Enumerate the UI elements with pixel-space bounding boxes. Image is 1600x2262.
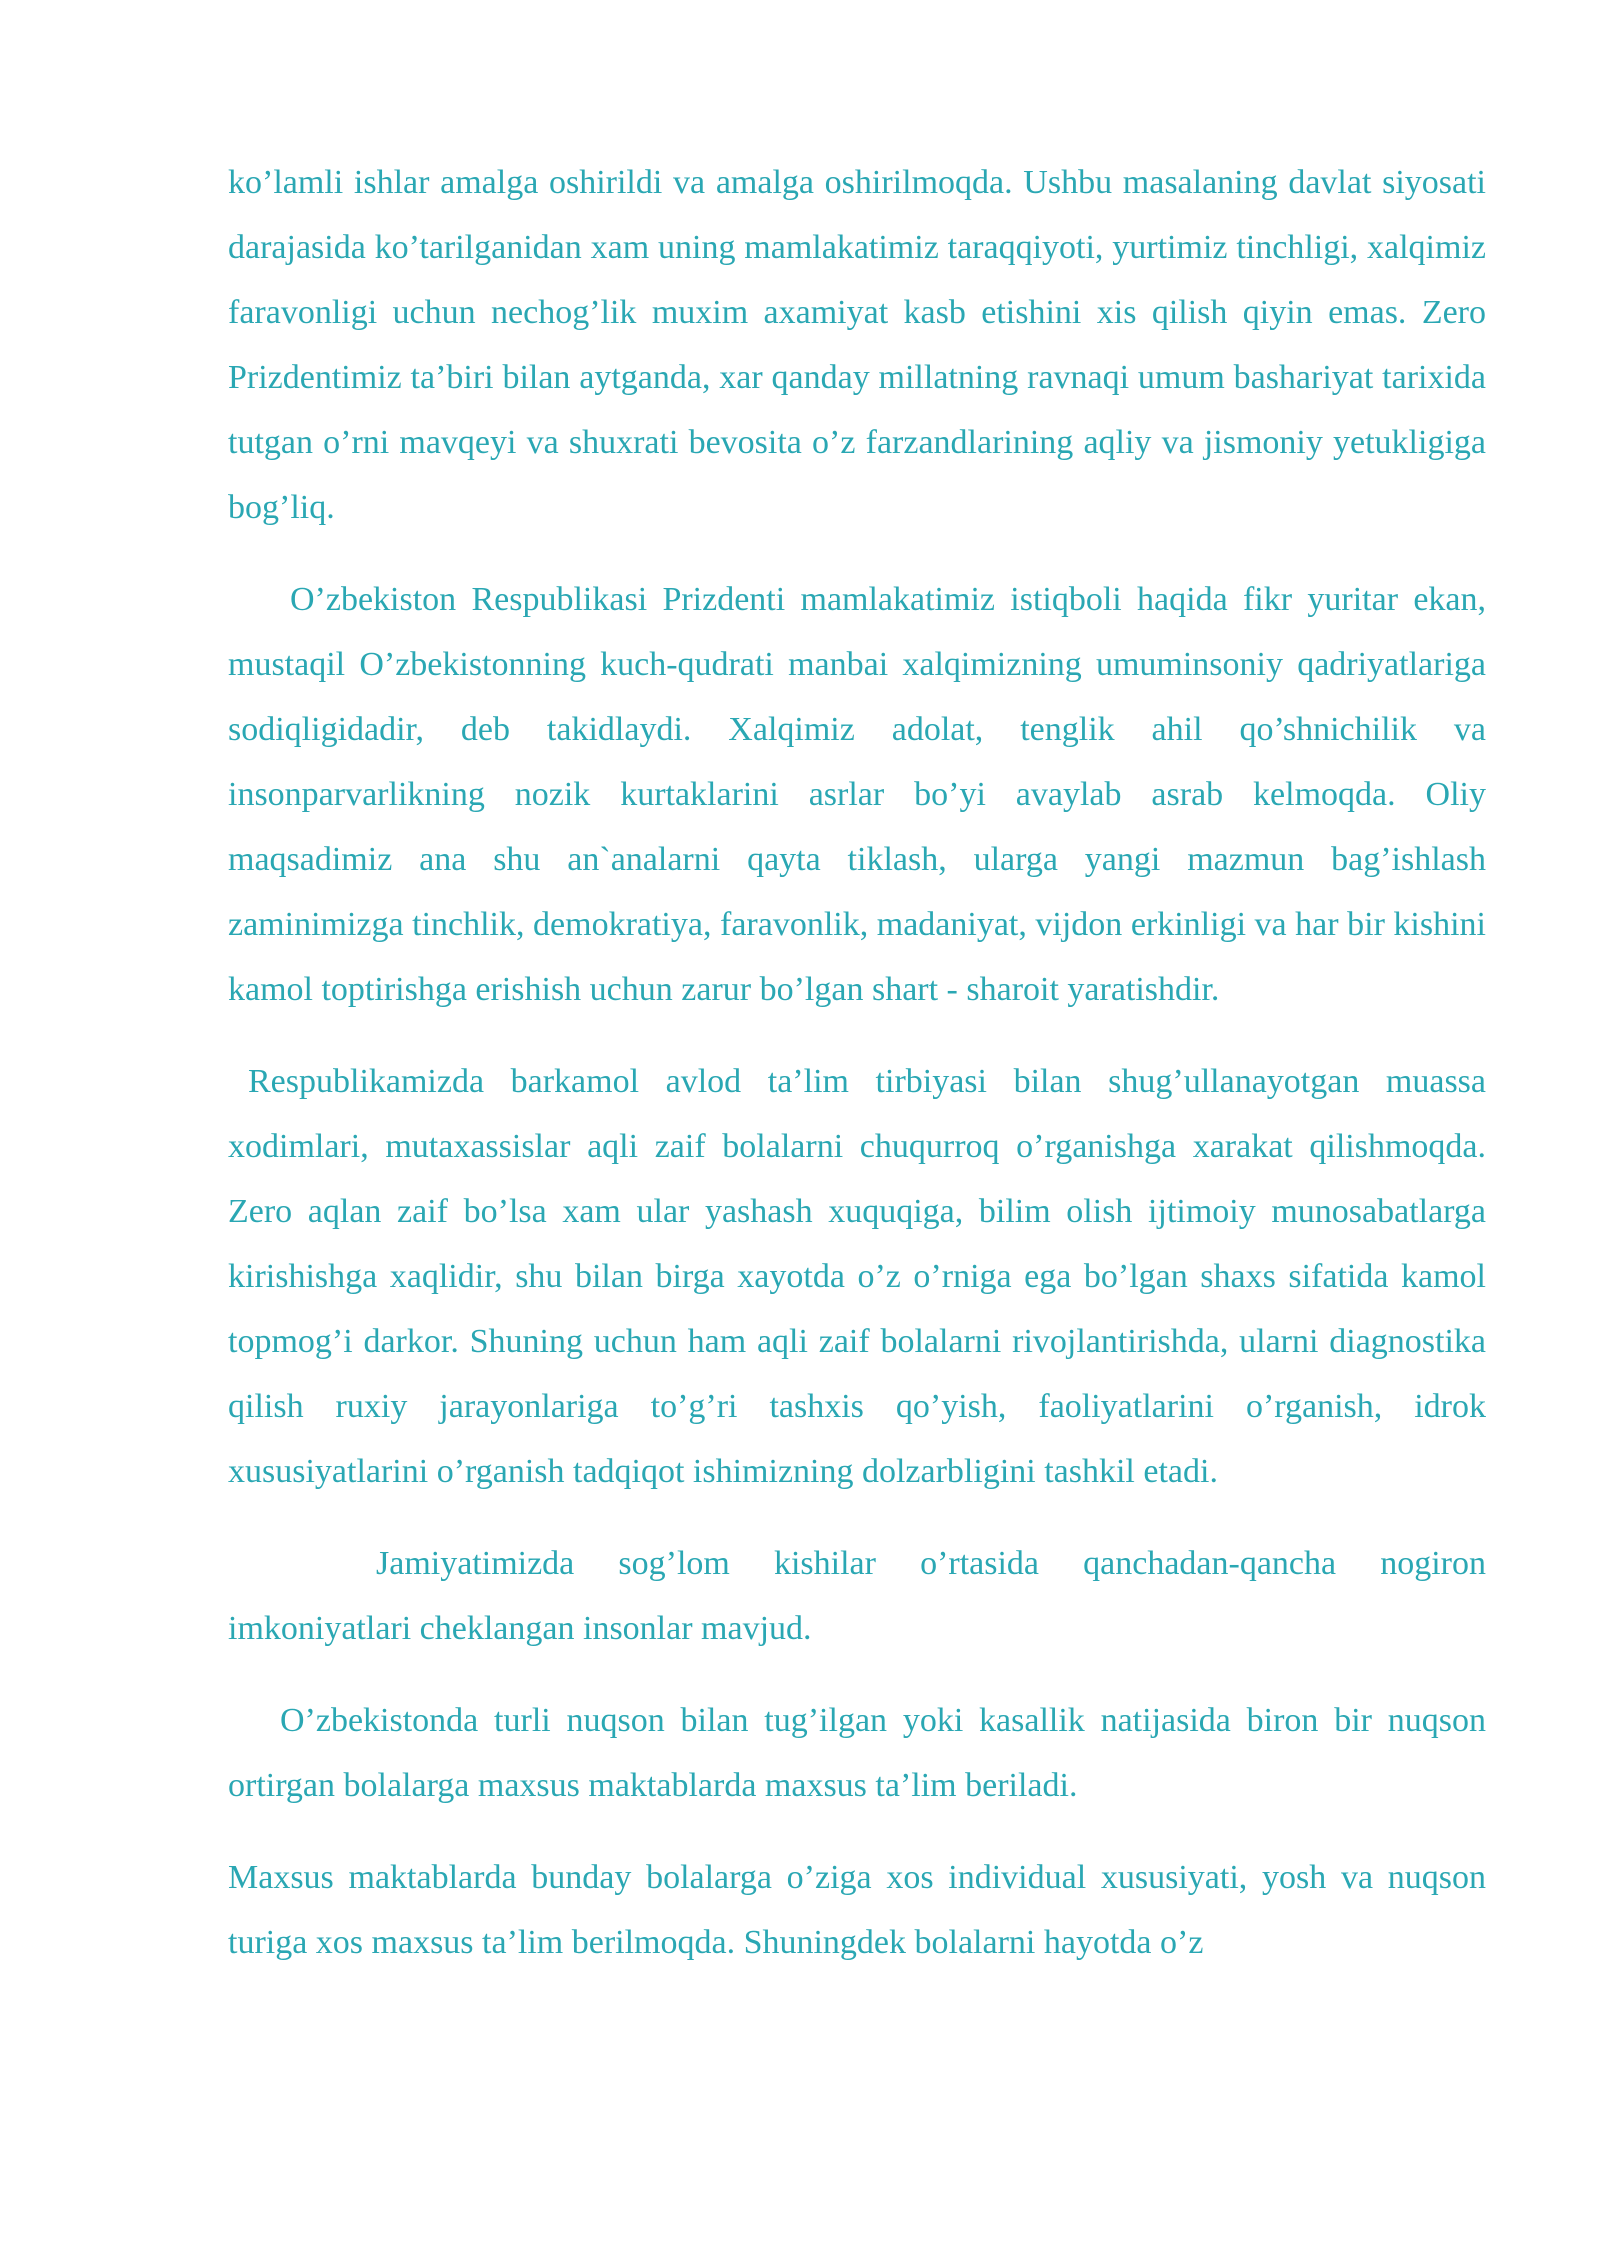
paragraph-5: O’zbekistonda turli nuqson bilan tug’ilgan yoki kasallik natijasida biron bir nuqson ortirgan bolalarga maxsus maktablarda maxsus ta’lim beriladi. [228, 1702, 1486, 1804]
paragraph-2: O’zbekiston Respublikasi Prizdenti mamlakatimiz istiqboli haqida fikr yuritar ekan, mustaqil O’zbekistonning kuch-qudrati manbai xalqimizning umuminsoniy qadriyatlariga sodiqligidadir, deb takidlaydi. Xalqimiz adolat, tenglik ahil qo’shnichilik va insonparvarlikning nozik kurtaklarini asrlar bo’yi avaylab asrab kelmoqda. Oliy maqsadimiz ana shu an`analarni qayta tiklash, ularga yangi mazmun bag’ishlash zaminimizga tinchlik, demokratiya, faravonlik, madaniyat, vijdon erkinligi va har bir kishini kamol toptirishga erishish uchun zarur bo’lgan shart - sharoit yaratishdir. [228, 581, 1486, 1008]
paragraph-1: ko’lamli ishlar amalga oshirildi va amalga oshirilmoqda. Ushbu masalaning davlat siyosati darajasida ko’tarilganidan xam uning mamlakatimiz taraqqiyoti, yurtimiz tinchligi, xalqimiz faravonligi uchun nechog’lik muxim axamiyat kasb etishini xis qilish qiyin emas. Zero Prizdentimiz ta’biri bilan aytganda, xar qanday millatning ravnaqi umum bashariyat tarixida tutgan o’rni mavqeyi va shuxrati bevosita o’z farzandlarining aqliy va jismoniy yetukligiga bog’liq. [228, 164, 1486, 526]
paragraph-3: Respublikamizda barkamol avlod ta’lim tirbiyasi bilan shug’ullanayotgan muassa xodimlari, mutaxassislar aqli zaif bolalarni chuqurroq o’rganishga xarakat qilishmoqda. Zero aqlan zaif bo’lsa xam ular yashash xuquqiga, bilim olish ijtimoiy munosabatlarga kirishishga xaqlidir, shu bilan birga xayotda o’z o’rniga ega bo’lgan shaxs sifatida kamol topmog’i darkor. Shuning uchun ham aqli zaif bolalarni rivojlantirishda, ularni diagnostika qilish ruxiy jarayonlariga to’g’ri tashxis qo’yish, faoliyatlarini o’rganish, idrok xususiyatlarini o’rganish tadqiqot ishimizning dolzarbligini tashkil etadi. [228, 1063, 1486, 1490]
document-page [228, 150, 1486, 2002]
paragraph-4: Jamiyatimizda sog’lom kishilar o’rtasida qanchadan-qancha nogiron imkoniyatlari cheklangan insonlar mavjud. [228, 1545, 1486, 1647]
paragraph-6: Maxsus maktablarda bunday bolalarga o’ziga xos individual xususiyati, yosh va nuqson turiga xos maxsus ta’lim berilmoqda. Shuningdek bolalarni hayotda o’z [228, 1859, 1486, 1961]
